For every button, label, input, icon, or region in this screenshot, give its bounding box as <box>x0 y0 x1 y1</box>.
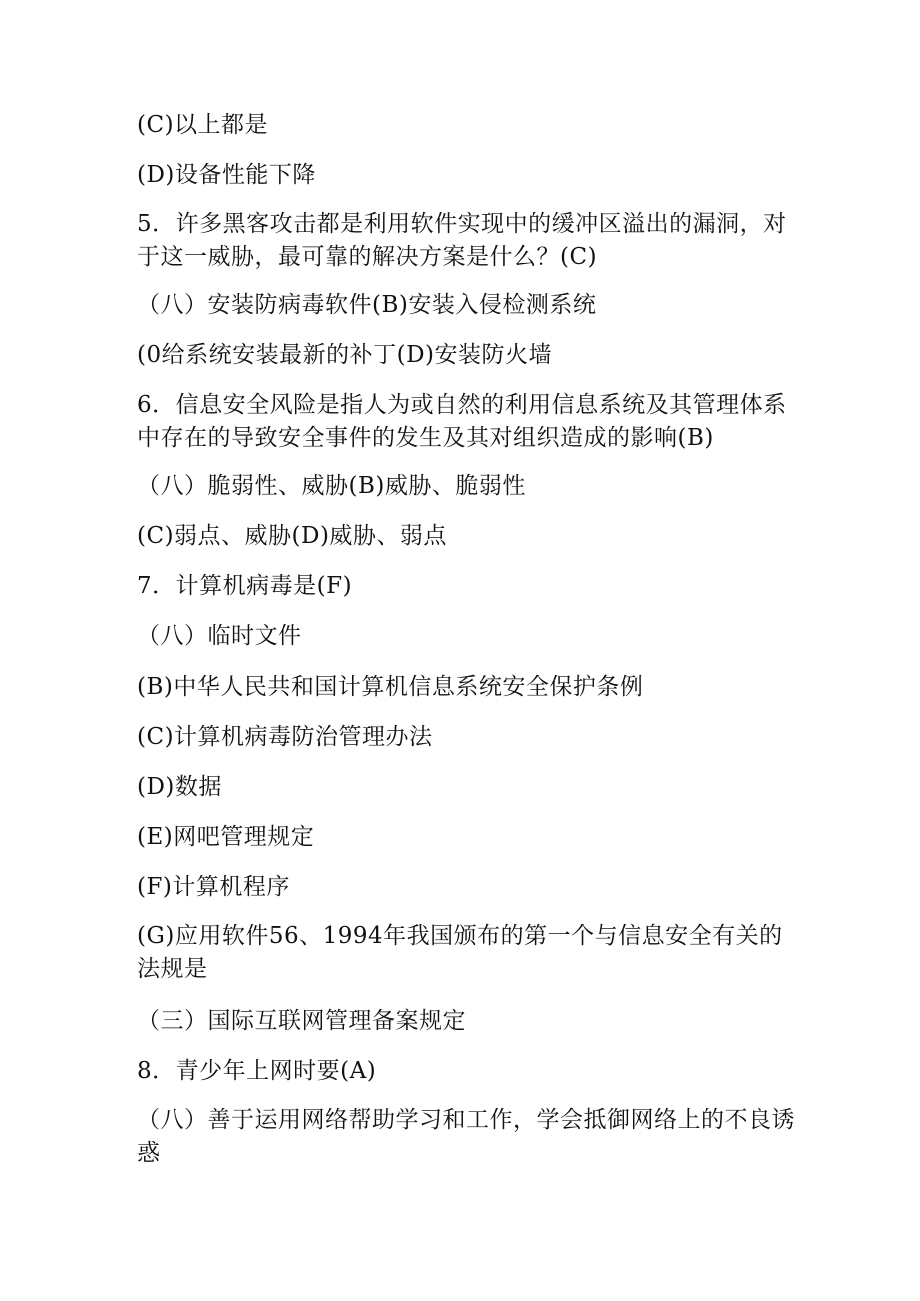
q8-option-a: （八）善于运用网络帮助学习和工作，学会抵御网络上的不良诱惑 <box>137 1107 795 1166</box>
q5-options-cd: (0给系统安装最新的补丁(D)安装防火墙 <box>137 342 552 368</box>
q7-option-f: (F)计算机程序 <box>137 874 290 900</box>
q7-option-e: (E)网吧管理规定 <box>137 824 315 850</box>
q6-options-ab: （八）脆弱性、威胁(B)威胁、脆弱性 <box>137 473 526 499</box>
question-6: 6．信息安全风险是指人为或自然的利用信息系统及其管理体系中存在的导致安全事件的发生及其对组织造成的影响(B) <box>137 392 787 451</box>
q7-option-g-and-question-56: (G)应用软件56、1994年我国颁布的第一个与信息安全有关的法规是 <box>137 923 783 982</box>
q7-option-d: (D)数据 <box>137 774 222 800</box>
question-5: 5．许多黑客攻击都是利用软件实现中的缓冲区溢出的漏洞，对于这一威胁，最可靠的解决方案是什么？(C) <box>137 211 787 270</box>
question-8: 8．青少年上网时要(A) <box>137 1058 377 1084</box>
q5-options-ab: （八）安装防病毒软件(B)安装入侵检测系统 <box>137 292 597 318</box>
q6-options-cd: (C)弱点、威胁(D)威胁、弱点 <box>137 523 447 549</box>
q7-option-a: （八）临时文件 <box>137 623 302 649</box>
question-7: 7．计算机病毒是(F) <box>137 573 353 599</box>
option-d-line: (D)设备性能下降 <box>137 162 316 188</box>
q56-option-3: （三）国际互联网管理备案规定 <box>137 1008 466 1034</box>
q7-option-c: (C)计算机病毒防治管理办法 <box>137 724 433 750</box>
option-c-line: (C)以上都是 <box>137 112 269 138</box>
q7-option-b: (B)中华人民共和国计算机信息系统安全保护条例 <box>137 674 644 700</box>
